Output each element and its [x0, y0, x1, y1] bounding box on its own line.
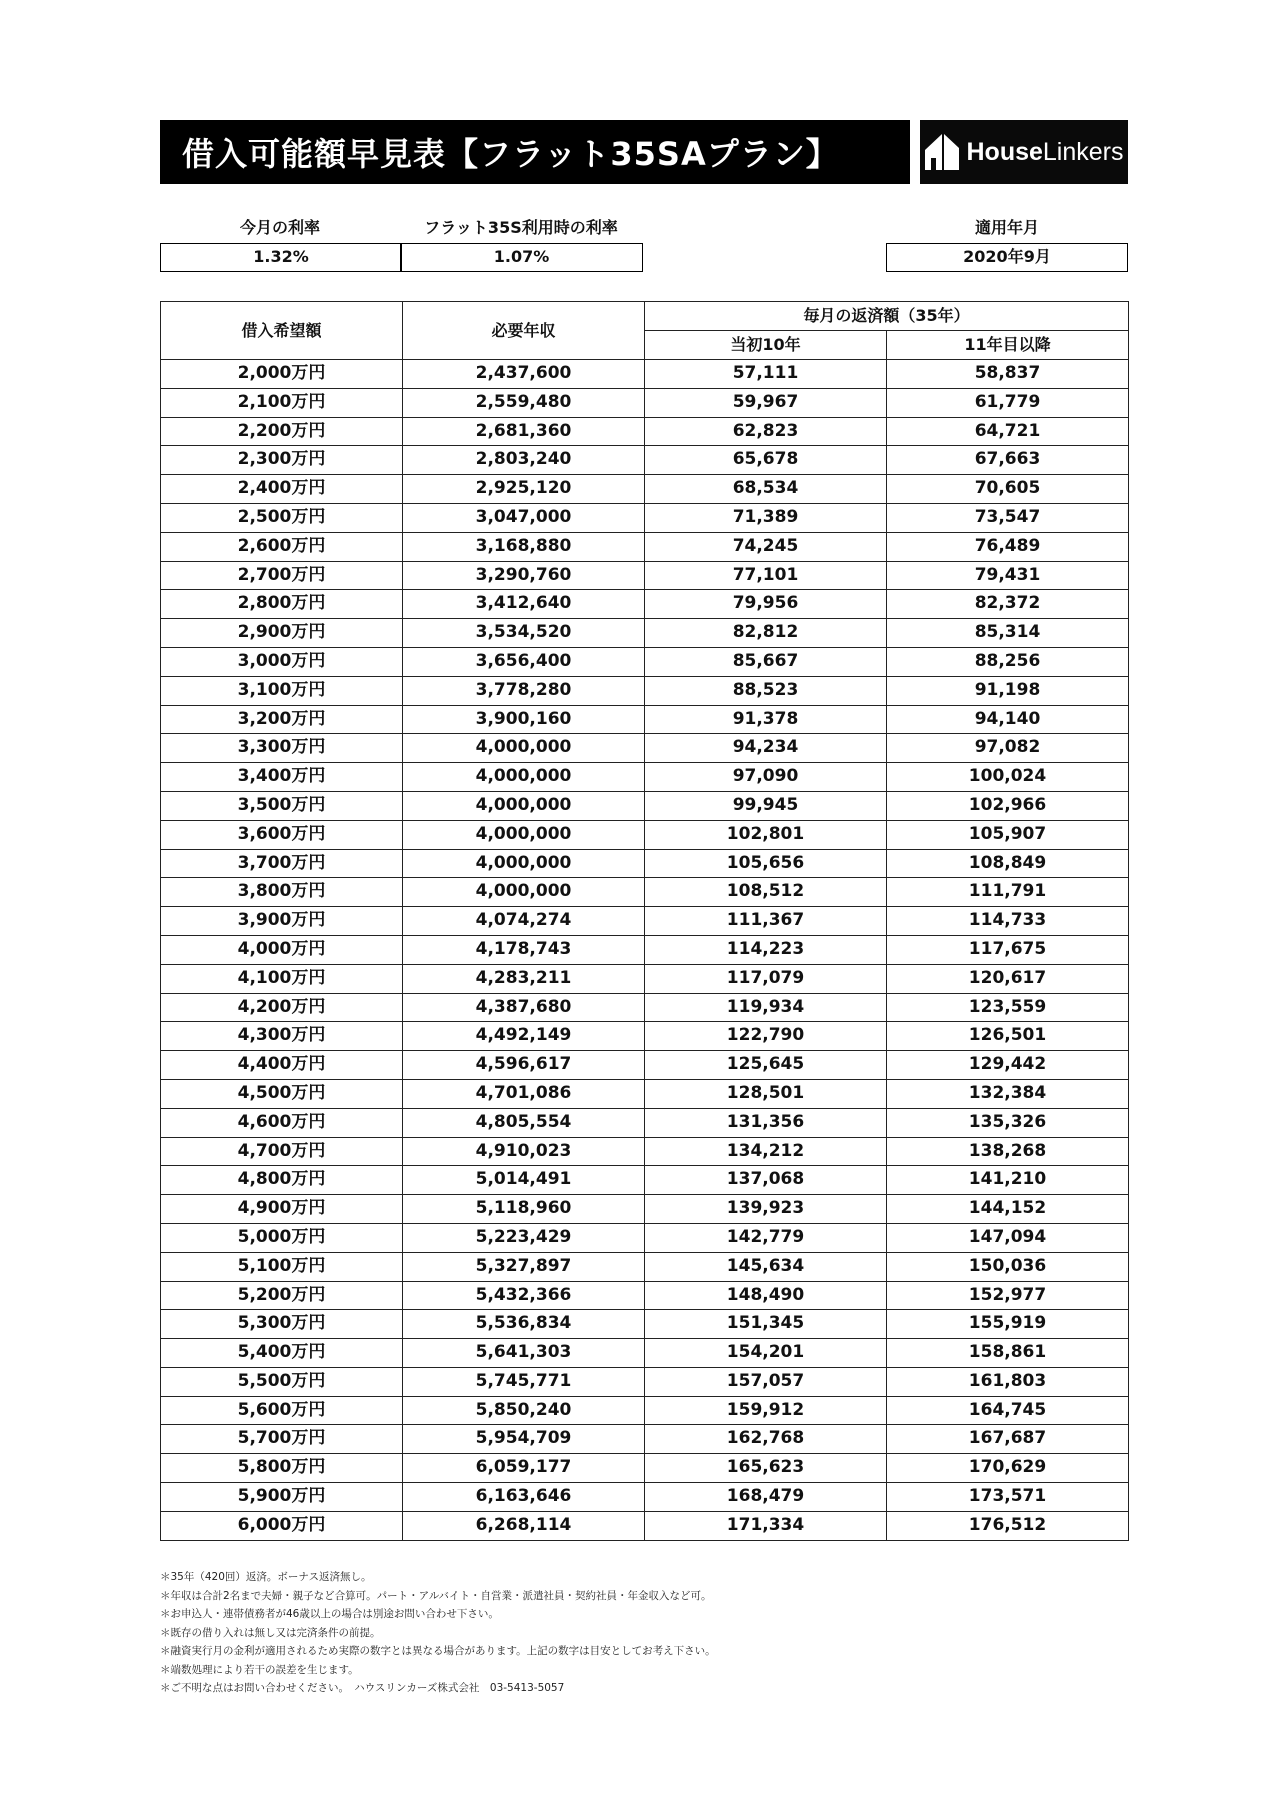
- required-income-cell: 4,701,086: [403, 1079, 645, 1108]
- loan-amount-cell: 5,500万円: [161, 1367, 403, 1396]
- payment-after-11-cell: 132,384: [887, 1079, 1129, 1108]
- required-income-cell: 5,536,834: [403, 1310, 645, 1339]
- payment-after-11-cell: 102,966: [887, 791, 1129, 820]
- table-row: [161, 907, 1129, 936]
- loan-amount-cell: 3,200万円: [161, 705, 403, 734]
- loan-table: [160, 301, 1129, 1541]
- required-income-cell: 2,925,120: [403, 475, 645, 504]
- loan-amount-cell: 5,700万円: [161, 1425, 403, 1454]
- current-rate-label: 今月の利率: [239, 218, 320, 237]
- table-row: [161, 388, 1129, 417]
- required-income-cell: 4,596,617: [403, 1051, 645, 1080]
- loan-amount-cell: 2,000万円: [161, 360, 403, 389]
- required-income-cell: 3,656,400: [403, 647, 645, 676]
- table-row: [161, 1483, 1129, 1512]
- required-income-cell: 3,168,880: [403, 532, 645, 561]
- payment-after-11-cell: 58,837: [887, 360, 1129, 389]
- table-row: [161, 763, 1129, 792]
- loan-amount-cell: 2,400万円: [161, 475, 403, 504]
- page-title: 借入可能額早見表【フラット35SAプラン】: [182, 135, 839, 173]
- payment-first-10-cell: 134,212: [645, 1137, 887, 1166]
- payment-first-10-cell: 117,079: [645, 964, 887, 993]
- payment-after-11-cell: 100,024: [887, 763, 1129, 792]
- table-row: [161, 1137, 1129, 1166]
- loan-amount-cell: 3,300万円: [161, 734, 403, 763]
- footnote-line: ＊融資実行月の金利が適用されるため実際の数字とは異なる場合があります。上記の数字は目安としてお考え下さい。: [160, 1645, 716, 1657]
- payment-after-11-cell: 141,210: [887, 1166, 1129, 1195]
- table-row: [161, 1079, 1129, 1108]
- table-row: [161, 532, 1129, 561]
- payment-first-10-cell: 142,779: [645, 1223, 887, 1252]
- loan-amount-cell: 5,400万円: [161, 1339, 403, 1368]
- payment-after-11-cell: 105,907: [887, 820, 1129, 849]
- applied-month-label: 適用年月: [974, 218, 1039, 237]
- payment-first-10-cell: 62,823: [645, 417, 887, 446]
- table-row: [161, 1252, 1129, 1281]
- payment-after-11-cell: 129,442: [887, 1051, 1129, 1080]
- payment-first-10-cell: 77,101: [645, 561, 887, 590]
- payment-first-10-cell: 111,367: [645, 907, 887, 936]
- payment-after-11-cell: 111,791: [887, 878, 1129, 907]
- loan-amount-cell: 4,200万円: [161, 993, 403, 1022]
- payment-first-10-cell: 145,634: [645, 1252, 887, 1281]
- loan-amount-cell: 3,500万円: [161, 791, 403, 820]
- payment-first-10-cell: 159,912: [645, 1396, 887, 1425]
- payment-after-11-cell: 161,803: [887, 1367, 1129, 1396]
- table-row: [161, 1022, 1129, 1051]
- table-row: [161, 1511, 1129, 1540]
- footnote-line: ＊ご不明な点はお問い合わせください。 ハウスリンカーズ株式会社 03-5413-5057: [160, 1682, 565, 1694]
- payment-first-10-cell: 74,245: [645, 532, 887, 561]
- payment-after-11-cell: 155,919: [887, 1310, 1129, 1339]
- loan-amount-cell: 3,400万円: [161, 763, 403, 792]
- required-income-cell: 3,900,160: [403, 705, 645, 734]
- payment-after-11-cell: 152,977: [887, 1281, 1129, 1310]
- payment-after-11-cell: 123,559: [887, 993, 1129, 1022]
- loan-amount-cell: 6,000万円: [161, 1511, 403, 1540]
- loan-amount-cell: 5,600万円: [161, 1396, 403, 1425]
- payment-after-11-cell: 126,501: [887, 1022, 1129, 1051]
- logo-text-bold: House: [966, 137, 1043, 166]
- table-row: [161, 561, 1129, 590]
- required-income-cell: 5,850,240: [403, 1396, 645, 1425]
- required-income-cell: 4,283,211: [403, 964, 645, 993]
- payment-first-10-cell: 157,057: [645, 1367, 887, 1396]
- required-income-cell: 4,000,000: [403, 734, 645, 763]
- loan-amount-cell: 4,500万円: [161, 1079, 403, 1108]
- loan-amount-cell: 3,000万円: [161, 647, 403, 676]
- table-row: [161, 417, 1129, 446]
- table-row: [161, 734, 1129, 763]
- payment-first-10-cell: 59,967: [645, 388, 887, 417]
- payment-after-11-cell: 158,861: [887, 1339, 1129, 1368]
- required-income-cell: 5,954,709: [403, 1425, 645, 1454]
- required-income-cell: 3,778,280: [403, 676, 645, 705]
- payment-first-10-cell: 114,223: [645, 935, 887, 964]
- required-income-cell: 6,059,177: [403, 1454, 645, 1483]
- loan-amount-cell: 2,500万円: [161, 503, 403, 532]
- payment-after-11-cell: 144,152: [887, 1195, 1129, 1224]
- flat35s-rate-label: フラット35S利用時の利率: [424, 218, 618, 237]
- required-income-cell: 4,910,023: [403, 1137, 645, 1166]
- header-after-11-years: 11年目以降: [887, 331, 1129, 360]
- payment-first-10-cell: 128,501: [645, 1079, 887, 1108]
- required-income-cell: 3,534,520: [403, 619, 645, 648]
- loan-amount-cell: 2,900万円: [161, 619, 403, 648]
- footnotes: [160, 1568, 1128, 1698]
- payment-after-11-cell: 135,326: [887, 1108, 1129, 1137]
- loan-amount-cell: 5,000万円: [161, 1223, 403, 1252]
- payment-first-10-cell: 102,801: [645, 820, 887, 849]
- table-row: [161, 360, 1129, 389]
- table-row: [161, 503, 1129, 532]
- payment-after-11-cell: 176,512: [887, 1511, 1129, 1540]
- payment-after-11-cell: 67,663: [887, 446, 1129, 475]
- payment-first-10-cell: 88,523: [645, 676, 887, 705]
- footnote-line: ＊35年（420回）返済。ボーナス返済無し。: [160, 1571, 372, 1583]
- payment-after-11-cell: 85,314: [887, 619, 1129, 648]
- table-row: [161, 590, 1129, 619]
- payment-first-10-cell: 139,923: [645, 1195, 887, 1224]
- loan-amount-cell: 5,100万円: [161, 1252, 403, 1281]
- payment-after-11-cell: 170,629: [887, 1454, 1129, 1483]
- table-row: [161, 1396, 1129, 1425]
- payment-after-11-cell: 79,431: [887, 561, 1129, 590]
- payment-first-10-cell: 162,768: [645, 1425, 887, 1454]
- loan-amount-cell: 4,600万円: [161, 1108, 403, 1137]
- header-loan-amount: 借入希望額: [161, 302, 403, 360]
- payment-first-10-cell: 105,656: [645, 849, 887, 878]
- page-header: [160, 120, 1128, 184]
- payment-first-10-cell: 65,678: [645, 446, 887, 475]
- payment-first-10-cell: 99,945: [645, 791, 887, 820]
- footnote-line: ＊既存の借り入れは無し又は完済条件の前提。: [160, 1626, 381, 1639]
- table-row: [161, 676, 1129, 705]
- loan-amount-cell: 4,300万円: [161, 1022, 403, 1051]
- loan-amount-cell: 5,900万円: [161, 1483, 403, 1512]
- payment-after-11-cell: 91,198: [887, 676, 1129, 705]
- required-income-cell: 4,000,000: [403, 878, 645, 907]
- required-income-cell: 4,074,274: [403, 907, 645, 936]
- payment-first-10-cell: 122,790: [645, 1022, 887, 1051]
- required-income-cell: 5,745,771: [403, 1367, 645, 1396]
- table-row: [161, 1339, 1129, 1368]
- payment-first-10-cell: 82,812: [645, 619, 887, 648]
- payment-first-10-cell: 151,345: [645, 1310, 887, 1339]
- loan-amount-cell: 4,900万円: [161, 1195, 403, 1224]
- table-row: [161, 1367, 1129, 1396]
- table-row: [161, 475, 1129, 504]
- required-income-cell: 4,492,149: [403, 1022, 645, 1051]
- payment-first-10-cell: 91,378: [645, 705, 887, 734]
- payment-first-10-cell: 165,623: [645, 1454, 887, 1483]
- payment-after-11-cell: 108,849: [887, 849, 1129, 878]
- required-income-cell: 3,290,760: [403, 561, 645, 590]
- payment-after-11-cell: 167,687: [887, 1425, 1129, 1454]
- loan-amount-cell: 2,100万円: [161, 388, 403, 417]
- required-income-cell: 4,387,680: [403, 993, 645, 1022]
- required-income-cell: 2,437,600: [403, 360, 645, 389]
- table-row: [161, 705, 1129, 734]
- loan-amount-cell: 5,200万円: [161, 1281, 403, 1310]
- required-income-cell: 5,014,491: [403, 1166, 645, 1195]
- current-rate-value: 1.32%: [160, 243, 402, 272]
- table-row: [161, 791, 1129, 820]
- table-body: [161, 360, 1129, 1541]
- payment-first-10-cell: 137,068: [645, 1166, 887, 1195]
- required-income-cell: 3,047,000: [403, 503, 645, 532]
- payment-after-11-cell: 147,094: [887, 1223, 1129, 1252]
- payment-first-10-cell: 119,934: [645, 993, 887, 1022]
- payment-after-11-cell: 64,721: [887, 417, 1129, 446]
- payment-after-11-cell: 76,489: [887, 532, 1129, 561]
- required-income-cell: 5,641,303: [403, 1339, 645, 1368]
- applied-month-value: 2020年9月: [886, 243, 1128, 272]
- loan-amount-cell: 3,900万円: [161, 907, 403, 936]
- payment-after-11-cell: 61,779: [887, 388, 1129, 417]
- payment-after-11-cell: 120,617: [887, 964, 1129, 993]
- loan-amount-cell: 2,700万円: [161, 561, 403, 590]
- payment-after-11-cell: 138,268: [887, 1137, 1129, 1166]
- table-row: [161, 1425, 1129, 1454]
- loan-amount-cell: 2,800万円: [161, 590, 403, 619]
- payment-after-11-cell: 150,036: [887, 1252, 1129, 1281]
- required-income-cell: 4,000,000: [403, 791, 645, 820]
- payment-first-10-cell: 71,389: [645, 503, 887, 532]
- table-row: [161, 1051, 1129, 1080]
- header-monthly-payment: 毎月の返済額（35年）: [645, 302, 1129, 331]
- table-row: [161, 619, 1129, 648]
- loan-amount-cell: 2,300万円: [161, 446, 403, 475]
- payment-first-10-cell: 94,234: [645, 734, 887, 763]
- payment-after-11-cell: 117,675: [887, 935, 1129, 964]
- required-income-cell: 3,412,640: [403, 590, 645, 619]
- payment-first-10-cell: 168,479: [645, 1483, 887, 1512]
- payment-first-10-cell: 97,090: [645, 763, 887, 792]
- payment-after-11-cell: 114,733: [887, 907, 1129, 936]
- payment-after-11-cell: 88,256: [887, 647, 1129, 676]
- payment-after-11-cell: 73,547: [887, 503, 1129, 532]
- payment-first-10-cell: 85,667: [645, 647, 887, 676]
- loan-amount-cell: 4,000万円: [161, 935, 403, 964]
- payment-first-10-cell: 154,201: [645, 1339, 887, 1368]
- payment-after-11-cell: 82,372: [887, 590, 1129, 619]
- loan-amount-cell: 4,700万円: [161, 1137, 403, 1166]
- required-income-cell: 4,000,000: [403, 820, 645, 849]
- required-income-cell: 2,559,480: [403, 388, 645, 417]
- required-income-cell: 5,223,429: [403, 1223, 645, 1252]
- payment-after-11-cell: 97,082: [887, 734, 1129, 763]
- table-row: [161, 446, 1129, 475]
- payment-first-10-cell: 57,111: [645, 360, 887, 389]
- table-row: [161, 993, 1129, 1022]
- required-income-cell: 2,681,360: [403, 417, 645, 446]
- logo-text: [967, 138, 1124, 167]
- table-row: [161, 1310, 1129, 1339]
- payment-after-11-cell: 173,571: [887, 1483, 1129, 1512]
- payment-after-11-cell: 70,605: [887, 475, 1129, 504]
- loan-amount-cell: 5,800万円: [161, 1454, 403, 1483]
- house-linkers-logo-icon: [925, 134, 959, 170]
- payment-first-10-cell: 125,645: [645, 1051, 887, 1080]
- table-row: [161, 935, 1129, 964]
- loan-amount-cell: 2,600万円: [161, 532, 403, 561]
- loan-amount-cell: 3,800万円: [161, 878, 403, 907]
- required-income-cell: 2,803,240: [403, 446, 645, 475]
- required-income-cell: 5,327,897: [403, 1252, 645, 1281]
- required-income-cell: 4,000,000: [403, 763, 645, 792]
- loan-amount-cell: 5,300万円: [161, 1310, 403, 1339]
- payment-after-11-cell: 94,140: [887, 705, 1129, 734]
- payment-first-10-cell: 131,356: [645, 1108, 887, 1137]
- payment-first-10-cell: 148,490: [645, 1281, 887, 1310]
- header-first-10-years: 当初10年: [645, 331, 887, 360]
- table-row: [161, 878, 1129, 907]
- required-income-cell: 4,000,000: [403, 849, 645, 878]
- flat35s-rate-value: 1.07%: [400, 243, 643, 272]
- loan-amount-cell: 4,400万円: [161, 1051, 403, 1080]
- loan-amount-cell: 3,700万円: [161, 849, 403, 878]
- required-income-cell: 4,178,743: [403, 935, 645, 964]
- logo-text-light: Linkers: [1042, 137, 1124, 166]
- table-row: [161, 1281, 1129, 1310]
- payment-after-11-cell: 164,745: [887, 1396, 1129, 1425]
- payment-first-10-cell: 68,534: [645, 475, 887, 504]
- required-income-cell: 5,118,960: [403, 1195, 645, 1224]
- footnote-line: ＊お申込人・連帯債務者が46歳以上の場合は別途お問い合わせ下さい。: [160, 1608, 499, 1620]
- required-income-cell: 5,432,366: [403, 1281, 645, 1310]
- loan-amount-cell: 4,100万円: [161, 964, 403, 993]
- house-linkers-logo: [910, 120, 1128, 184]
- required-income-cell: 6,163,646: [403, 1483, 645, 1512]
- payment-first-10-cell: 108,512: [645, 878, 887, 907]
- table-row: [161, 1108, 1129, 1137]
- loan-amount-cell: 3,600万円: [161, 820, 403, 849]
- loan-amount-cell: 2,200万円: [161, 417, 403, 446]
- table-row: [161, 1454, 1129, 1483]
- payment-first-10-cell: 79,956: [645, 590, 887, 619]
- required-income-cell: 6,268,114: [403, 1511, 645, 1540]
- table-row: [161, 964, 1129, 993]
- required-income-cell: 4,805,554: [403, 1108, 645, 1137]
- loan-amount-cell: 3,100万円: [161, 676, 403, 705]
- table-row: [161, 820, 1129, 849]
- table-row: [161, 647, 1129, 676]
- table-row: [161, 1195, 1129, 1224]
- header-required-income: 必要年収: [403, 302, 645, 360]
- table-row: [161, 1166, 1129, 1195]
- table-row: [161, 849, 1129, 878]
- loan-amount-cell: 4,800万円: [161, 1166, 403, 1195]
- footnote-line: ＊年収は合計2名まで夫婦・親子など合算可。パート・アルバイト・自営業・派遣社員・契約社員・年金収入など可。: [160, 1589, 712, 1602]
- table-row: [161, 1223, 1129, 1252]
- footnote-line: ＊端数処理により若干の誤差を生じます。: [160, 1663, 359, 1676]
- payment-first-10-cell: 171,334: [645, 1511, 887, 1540]
